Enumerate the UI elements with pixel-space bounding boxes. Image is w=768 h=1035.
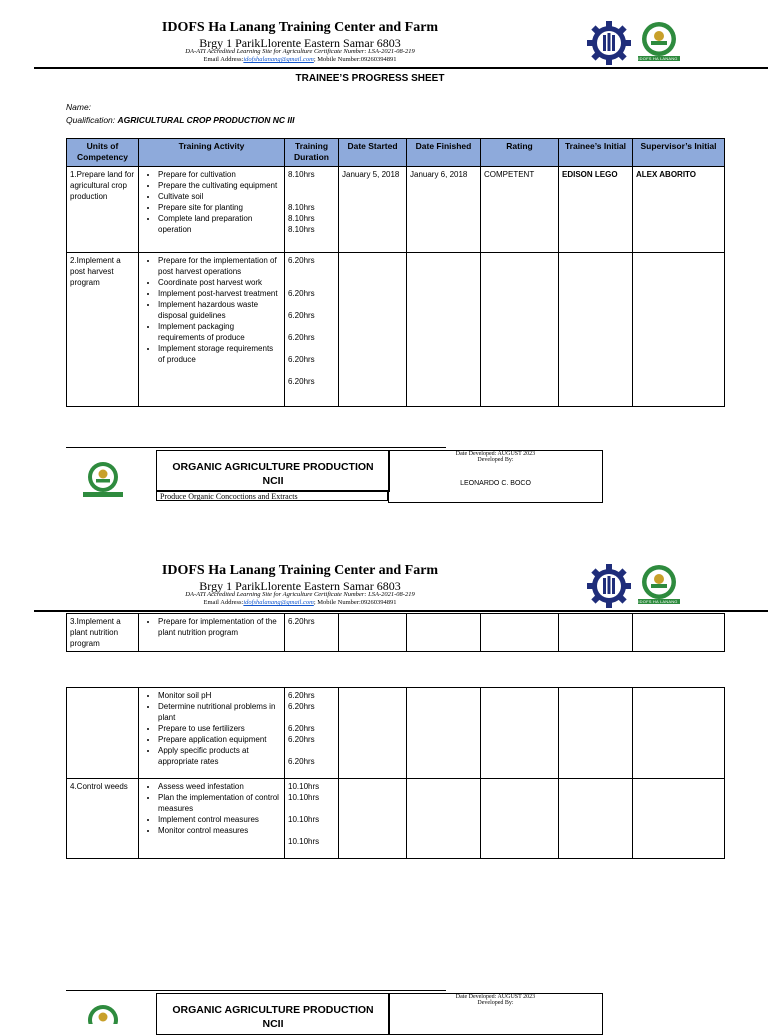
- duration-cell: [285, 167, 339, 253]
- duration-cell: [285, 253, 339, 407]
- trainee-initial-cell: [559, 688, 633, 779]
- tesda-gear-logo: [586, 563, 632, 609]
- mobile-number: ; Mobile Number:09260394891: [313, 56, 397, 63]
- qualification-value: AGRICULTURAL CROP PRODUCTION NC III: [117, 115, 295, 125]
- center-address: Brgy 1 ParikLlorente Eastern Samar 6803: [199, 36, 401, 50]
- footer-course: ORGANIC AGRICULTURE PRODUCTION: [172, 461, 374, 473]
- duration-value: 10.10hrs: [288, 837, 320, 846]
- activity-item: • Prepare to use fertilizers: [158, 723, 281, 734]
- table-header-row: [67, 139, 725, 167]
- table-row: [67, 779, 725, 859]
- sheet-title: TRAINEE’S PROGRESS SHEET: [295, 73, 445, 84]
- trainee-initial-cell: [559, 779, 633, 859]
- footer-dev-box: [388, 450, 603, 503]
- email-link[interactable]: idofshalanang@gmail.com: [243, 599, 314, 606]
- supervisor-initial-cell: [633, 688, 725, 779]
- idofs-seal-logo: [80, 460, 126, 498]
- duration-value: 6.20hrs: [288, 311, 315, 320]
- contact-line: [120, 56, 480, 63]
- activity-item: • Monitor control measures: [158, 825, 281, 836]
- rating-cell: [481, 688, 559, 779]
- trainee-initial-cell: [559, 253, 633, 407]
- duration-cell: [285, 688, 339, 779]
- footer-level: NCII: [262, 475, 284, 487]
- activity-item: • Complete land preparation operation: [158, 213, 281, 235]
- trainee-initial-cell: [559, 614, 633, 652]
- center-title: IDOFS Ha Lanang Training Center and Farm: [161, 20, 439, 35]
- footer-level: NCII: [262, 1018, 284, 1030]
- unit-cell: 4.Control weeds: [67, 779, 139, 859]
- footer-date-developed: Date Developed: AUGUST 2023: [455, 994, 536, 1000]
- date-started-cell: January 5, 2018: [339, 167, 407, 253]
- email-label: Email Address:: [203, 56, 244, 63]
- rating-cell: [481, 779, 559, 859]
- contact-line: [120, 599, 480, 606]
- rating-cell: [481, 253, 559, 407]
- date-finished-cell: [407, 688, 481, 779]
- supervisor-initial-cell: [633, 253, 725, 407]
- duration-value: 10.10hrs: [288, 782, 320, 791]
- activity-cell: [139, 614, 285, 652]
- qualification-label: Qualification:: [66, 115, 116, 125]
- date-finished-cell: January 6, 2018: [407, 167, 481, 253]
- activity-item: • Apply specific products at appropriate rates: [158, 745, 281, 767]
- table-row: [67, 167, 725, 253]
- duration-value: 6.20hrs: [288, 702, 315, 711]
- unit-cell: 2.Implement a post harvest program: [67, 253, 139, 407]
- activity-item: • Coordinate post harvest work: [158, 277, 281, 288]
- activity-item: • Prepare site for planting: [158, 202, 281, 213]
- name-label: Name:: [66, 102, 92, 112]
- duration-value: 6.20hrs: [288, 724, 315, 733]
- activity-item: • Implement hazardous waste disposal guidelines: [158, 299, 281, 321]
- activity-cell: [139, 779, 285, 859]
- date-started-cell: [339, 253, 407, 407]
- activity-cell: [139, 688, 285, 779]
- footer-course-box: [156, 450, 390, 492]
- center-address: Brgy 1 ParikLlorente Eastern Samar 6803: [199, 579, 401, 593]
- duration-value: 6.20hrs: [288, 289, 315, 298]
- col-header-date-finished: Date Finished: [407, 139, 481, 167]
- col-header-supervisor-initial: Supervisor’s Initial: [633, 139, 725, 167]
- duration-value: 10.10hrs: [288, 793, 320, 802]
- footer-developed-by: Developed By:: [477, 1000, 514, 1006]
- email-label: Email Address:: [203, 599, 244, 606]
- supervisor-initial-cell: [633, 779, 725, 859]
- mobile-number: ; Mobile Number:09260394891: [313, 599, 397, 606]
- logo-banner-text: IDOFS HA LANANG: [638, 599, 678, 604]
- duration-value: 6.20hrs: [288, 691, 315, 700]
- supervisor-initial-cell: ALEX ABORITO: [633, 167, 725, 253]
- activity-item: • Prepare application equipment: [158, 734, 281, 745]
- footer-date-developed: Date Developed: AUGUST 2023: [455, 451, 536, 457]
- duration-cell: [285, 779, 339, 859]
- email-link[interactable]: idofshalanang@gmail.com: [243, 56, 314, 63]
- activity-cell: [139, 167, 285, 253]
- footer-rule: [66, 990, 446, 991]
- center-title: IDOFS Ha Lanang Training Center and Farm: [161, 563, 439, 578]
- duration-cell: [285, 614, 339, 652]
- logo-banner-text: IDOFS HA LANANG: [638, 56, 678, 61]
- duration-value: 6.20hrs: [288, 735, 315, 744]
- col-header-duration: Training Duration: [285, 139, 339, 167]
- activity-item: • Implement storage requirements of produce: [158, 343, 281, 365]
- activity-item: • Implement packaging requirements of produce: [158, 321, 281, 343]
- activity-item: • Prepare for cultivation: [158, 169, 281, 180]
- table-row: [67, 253, 725, 407]
- activity-item: • Cultivate soil: [158, 191, 281, 202]
- date-started-cell: [339, 614, 407, 652]
- supervisor-initial-cell: [633, 614, 725, 652]
- activity-item: • Implement control measures: [158, 814, 281, 825]
- duration-value: 6.20hrs: [288, 377, 315, 386]
- activity-item: • Prepare for implementation of the plant nutrition program: [158, 616, 281, 638]
- unit-cell: 3.Implement a plant nutrition program: [67, 614, 139, 652]
- duration-value: 8.10hrs: [288, 170, 315, 179]
- duration-value: 6.20hrs: [288, 617, 315, 626]
- date-finished-cell: [407, 614, 481, 652]
- duration-value: 6.20hrs: [288, 256, 315, 265]
- date-finished-cell: [407, 253, 481, 407]
- footer-developer: LEONARDO C. BOCO: [460, 480, 531, 487]
- duration-value: 6.20hrs: [288, 757, 315, 766]
- idofs-seal-logo: [80, 1003, 126, 1024]
- duration-value: 8.10hrs: [288, 214, 315, 223]
- duration-value: 6.20hrs: [288, 355, 315, 364]
- activity-item: • Prepare the cultivating equipment: [158, 180, 281, 191]
- col-header-date-started: Date Started: [339, 139, 407, 167]
- qualification-row: [66, 115, 294, 125]
- duration-value: 8.10hrs: [288, 203, 315, 212]
- activity-item: • Implement post-harvest treatment: [158, 288, 281, 299]
- duration-value: 8.10hrs: [288, 225, 315, 234]
- activity-item: • Assess weed infestation: [158, 781, 281, 792]
- col-header-units: Units of Competency: [67, 139, 139, 167]
- progress-table-continued: [66, 613, 725, 652]
- tesda-gear-logo: [586, 20, 632, 66]
- progress-table-continued: [66, 687, 725, 859]
- accreditation-line: DA-ATI Accredited Learning Site for Agriculture Certificate Number: LSA-2021-08-219: [185, 591, 415, 598]
- footer-rule: [66, 447, 446, 448]
- footer-dev-box: [388, 993, 603, 1035]
- col-header-rating: Rating: [481, 139, 559, 167]
- unit-cell: 1.Prepare land for agricultural crop production: [67, 167, 139, 253]
- table-row: [67, 688, 725, 779]
- unit-cell: [67, 688, 139, 779]
- col-header-trainee-initial: Trainee’s Initial: [559, 139, 633, 167]
- accreditation-line: DA-ATI Accredited Learning Site for Agriculture Certificate Number: LSA-2021-08-219: [185, 48, 415, 55]
- date-started-cell: [339, 779, 407, 859]
- activity-cell: [139, 253, 285, 407]
- activity-item: • Determine nutritional problems in plant: [158, 701, 281, 723]
- activity-item: • Prepare for the implementation of post harvest operations: [158, 255, 281, 277]
- trainee-initial-cell: EDISON LEGO: [559, 167, 633, 253]
- header-rule: [34, 67, 768, 69]
- table-row: [67, 614, 725, 652]
- duration-value: 10.10hrs: [288, 815, 320, 824]
- date-started-cell: [339, 688, 407, 779]
- duration-value: 6.20hrs: [288, 333, 315, 342]
- col-header-activity: Training Activity: [139, 139, 285, 167]
- progress-table: [66, 138, 725, 407]
- footer-course: ORGANIC AGRICULTURE PRODUCTION: [172, 1004, 374, 1016]
- rating-cell: [481, 614, 559, 652]
- header-rule: [34, 610, 768, 612]
- date-finished-cell: [407, 779, 481, 859]
- activity-item: • Plan the implementation of control measures: [158, 792, 281, 814]
- footer-module: Produce Organic Concoctions and Extracts: [156, 490, 388, 501]
- footer-course-box: [156, 993, 390, 1035]
- activity-item: • Monitor soil pH: [158, 690, 281, 701]
- footer-developed-by: Developed By:: [477, 457, 514, 463]
- rating-cell: COMPETENT: [481, 167, 559, 253]
